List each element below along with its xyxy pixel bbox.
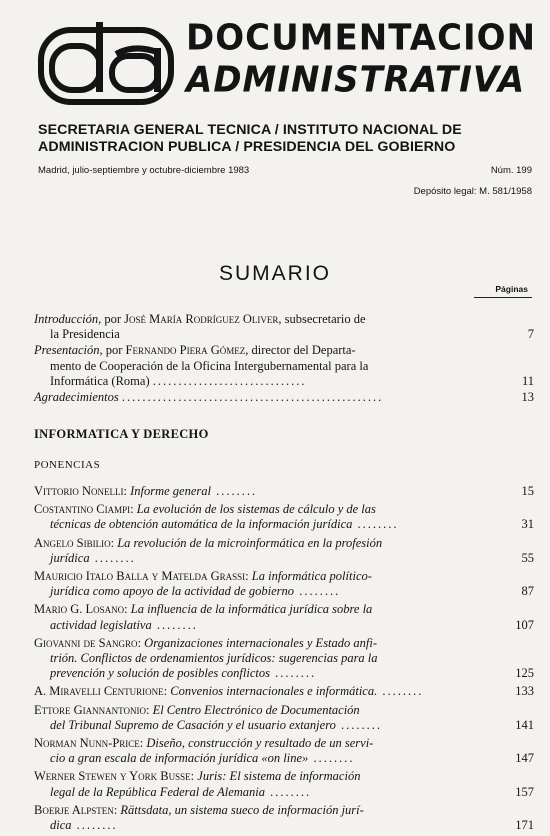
entry-page: 171 bbox=[515, 818, 534, 833]
entry-title: Informe general bbox=[130, 484, 211, 498]
pages-rule bbox=[474, 297, 532, 298]
toc-entry[interactable]: Boerje Alpsten: Rättsdata, un sistema sueco de información jurí- dica ........ 171 bbox=[34, 802, 534, 833]
subsection-heading: PONENCIAS bbox=[34, 459, 101, 471]
issue-number: Núm. 199 bbox=[490, 165, 532, 176]
legal-deposit: Depósito legal: M. 581/1958 bbox=[413, 186, 532, 197]
entry-page: 133 bbox=[515, 684, 534, 699]
entry-title: La revolución de la microinformática en la profesión bbox=[117, 535, 383, 550]
entry-page: 13 bbox=[521, 390, 534, 405]
pages-label: Páginas bbox=[495, 284, 528, 294]
entry-page: 55 bbox=[521, 550, 534, 565]
da-logo bbox=[38, 20, 174, 106]
entry-continuation: cio a gran escala de información jurídica «on line» ........ bbox=[50, 751, 355, 766]
toc-entry[interactable]: Giovanni de Sangro: Organizaciones internacionales y Estado anfi- trión. Conflictos de ordenamientos jurídicos: sugerencias para la prevención y solución de posibles conflictos ........ 125 bbox=[34, 635, 534, 681]
entry-lead: Presentación bbox=[34, 343, 100, 358]
entry-author: Werner Stewen y York Busse bbox=[34, 769, 191, 784]
entry-lead: Introducción bbox=[34, 312, 99, 326]
toc-entry[interactable]: Introducción, por José María Rodríguez Oliver, subsecretario de la Presidencia 7 bbox=[34, 312, 534, 342]
entry-continuation: jurídica ........ bbox=[50, 550, 136, 565]
entry-continuation: del Tribunal Supremo de Casación y el usuario extanjero ........ bbox=[50, 717, 382, 732]
toc-entry[interactable]: Norman Nunn-Price: Diseño, construcción y resultado de un servi- cio a gran escala de información jurídica «on line» ........ 147 bbox=[34, 736, 534, 766]
publisher bbox=[38, 122, 538, 156]
entry-author: Giovanni de Sangro bbox=[34, 635, 138, 650]
entry-title: Organizaciones internacionales y Estado anfi- bbox=[144, 635, 378, 650]
entry-author: Angelo Sibilio bbox=[34, 535, 111, 550]
entry-author: Vittorio Nonelli bbox=[34, 484, 124, 498]
entry-author: Ettore Giannantonio bbox=[34, 702, 146, 717]
entry-page: 15 bbox=[521, 484, 534, 498]
toc-entry[interactable]: A. Miravelli Centurione: Convenios internacionales e informática. ........ 133 bbox=[34, 684, 534, 699]
entry-page: 157 bbox=[515, 784, 534, 799]
entry-continuation: Informática (Roma) .............................. bbox=[50, 373, 307, 388]
entry-page: 7 bbox=[527, 327, 534, 342]
entry-continuation: actividad legislativa ........ bbox=[50, 617, 198, 632]
entry-title: El Centro Electrónico de Documentación bbox=[152, 702, 360, 717]
toc-entry[interactable]: Mario G. Losano: La influencia de la informática jurídica sobre la actividad legislativa ........ 107 bbox=[34, 602, 534, 632]
entry-title: Rättsdata, un sistema sueco de información jurí- bbox=[120, 802, 364, 817]
section-heading: INFORMATICA Y DERECHO bbox=[34, 427, 209, 441]
entry-title: La evolución de los sistemas de cálculo y de las bbox=[136, 502, 376, 517]
entry-title: Convenios internacionales e informática. bbox=[170, 684, 378, 699]
ponencias-list bbox=[34, 484, 534, 836]
publisher-line-1: SECRETARIA GENERAL TECNICA / INSTITUTO NACIONAL DE bbox=[38, 122, 462, 138]
entry-page: 107 bbox=[515, 617, 534, 632]
entry-continuation: técnicas de obtención automática de la información jurídica ........ bbox=[50, 517, 399, 532]
entry-page: 141 bbox=[515, 717, 534, 732]
entry-continuation: mento de Cooperación de la Oficina Intergubernamental para la bbox=[50, 358, 369, 373]
dateline: Madrid, julio-septiembre y octubre-diciembre 1983 bbox=[38, 165, 250, 176]
toc-entry[interactable]: Agradecimientos ................................................... 13 bbox=[34, 390, 534, 405]
toc-entry[interactable]: Ettore Giannantonio: El Centro Electrónico de Documentación del Tribunal Supremo de Casación y el usuario extanjero ........ 141 bbox=[34, 702, 534, 732]
front-matter-list bbox=[34, 312, 534, 406]
entry-title: Juris: El sistema de información bbox=[197, 769, 361, 784]
entry-page: 125 bbox=[515, 666, 534, 681]
entry-author: Norman Nunn-Price bbox=[34, 736, 140, 751]
entry-author: Mario G. Losano bbox=[34, 602, 125, 617]
toc-entry[interactable]: Werner Stewen y York Busse: Juris: El sistema de información legal de la República Federal de Alemania ........ 157 bbox=[34, 769, 534, 799]
entry-continuation: prevención y solución de posibles conflictos ........ bbox=[50, 666, 317, 681]
contents-heading: SUMARIO bbox=[218, 262, 331, 285]
entry-author: Fernando Piera Gómez bbox=[125, 343, 246, 358]
toc-entry[interactable]: Mauricio Italo Balla y Matelda Grassi: La informática político- jurídica como apoyo de la actividad de gobierno ........ 87 bbox=[34, 569, 534, 599]
entry-continuation: la Presidencia bbox=[50, 327, 120, 342]
entry-author: Boerje Alpsten bbox=[34, 802, 114, 817]
entry-author: Mauricio Italo Balla y Matelda Grassi bbox=[34, 569, 246, 584]
entry-author: José María Rodríguez Oliver bbox=[124, 312, 279, 326]
entry-page: 87 bbox=[521, 584, 534, 599]
title-line-2: ADMINISTRATIVA bbox=[186, 59, 526, 102]
entry-continuation: trión. Conflictos de ordenamientos jurídicos: sugerencias para la bbox=[50, 651, 378, 666]
toc-entry[interactable]: Angelo Sibilio: La revolución de la microinformática en la profesión jurídica ........ 55 bbox=[34, 535, 534, 565]
entry-continuation: dica ........ bbox=[50, 818, 118, 833]
toc-entry[interactable]: Costantino Ciampi: La evolución de los sistemas de cálculo y de las técnicas de obtención automática de la información jurídica ........ 31 bbox=[34, 502, 534, 532]
entry-lead: Agradecimientos bbox=[34, 390, 119, 405]
entry-page: 31 bbox=[521, 517, 534, 532]
entry-title: La influencia de la informática jurídica sobre la bbox=[130, 602, 373, 617]
entry-title: Diseño, construcción y resultado de un servi- bbox=[146, 736, 374, 751]
toc-entry[interactable]: Presentación, por Fernando Piera Gómez, director del Departa- mento de Cooperación de la Oficina Intergubernamental para la Informática (Roma) .............................. 11 bbox=[34, 343, 534, 388]
title-line-1: DOCUMENTACION bbox=[186, 17, 537, 60]
entry-page: 11 bbox=[521, 373, 534, 388]
entry-title: La informática político- bbox=[251, 569, 372, 584]
magazine-title bbox=[186, 16, 538, 100]
toc-entry[interactable]: Vittorio Nonelli: Informe general ........ 15 bbox=[34, 484, 534, 498]
entry-author: A. Miravelli Centurione bbox=[34, 684, 164, 699]
entry-page: 147 bbox=[515, 751, 534, 766]
entry-continuation: jurídica como apoyo de la actividad de gobierno ........ bbox=[50, 584, 341, 599]
publisher-line-2: ADMINISTRACION PUBLICA / PRESIDENCIA DEL GOBIERNO bbox=[38, 139, 456, 155]
entry-author: Costantino Ciampi bbox=[34, 502, 131, 517]
entry-continuation: legal de la República Federal de Alemania ........ bbox=[50, 784, 312, 799]
